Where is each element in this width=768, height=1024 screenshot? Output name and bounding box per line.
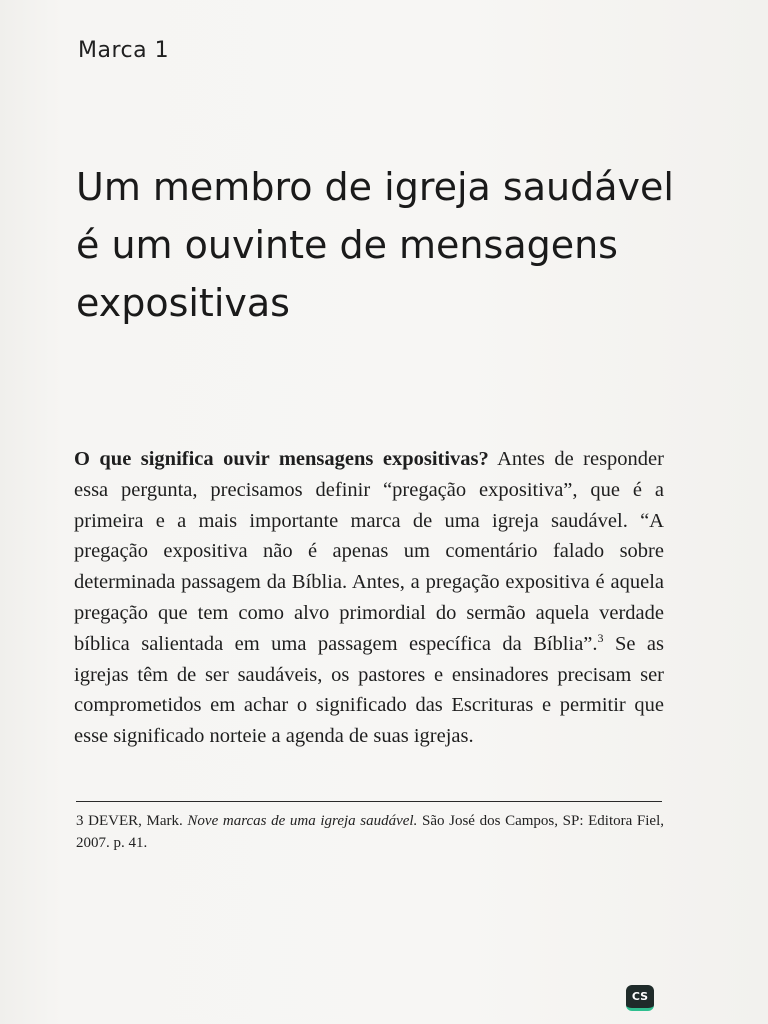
chapter-label: Marca 1 (78, 38, 170, 63)
footnote (76, 810, 664, 854)
chapter-title: Um membro de igreja saudável é um ouvinte de mensagens expositivas (76, 165, 674, 325)
footnote-publication: São José dos Campos, SP: Editora Fiel, 2007. p. 41. (76, 813, 664, 851)
footnote-number: 3 (76, 813, 84, 829)
body-text-part2: Se as igrejas têm de ser saudáveis, os pastores e ensinadores precisam ser comprometidos em achar o significado das Escrituras e permitir que esse significado norteie a agenda de suas igrejas. (74, 632, 665, 748)
lead-question: O que significa ouvir mensagens expositivas? (74, 448, 489, 470)
camscanner-logo-icon: CS (626, 985, 654, 1011)
body-text-part1: Antes de responder essa pergunta, precisamos definir “pregação expositiva”, que é a primeira e a mais importante marca de uma igreja saudável. “A pregação expositiva não é apenas um comentário falado sobre determinada passagem da Bíblia. Antes, a pregação expositiva é aquela pregação que tem como alvo primordial do sermão aquela verdade bíblica salientada em uma passagem específica da Bíblia”. (74, 448, 664, 655)
footnote-divider (76, 801, 662, 802)
footnote-reference[interactable]: 3 (597, 630, 604, 645)
footnote-book-title: Nove marcas de uma igreja saudável. (187, 813, 418, 829)
body-paragraph (74, 444, 664, 752)
footnote-author: DEVER, Mark. (83, 813, 188, 829)
